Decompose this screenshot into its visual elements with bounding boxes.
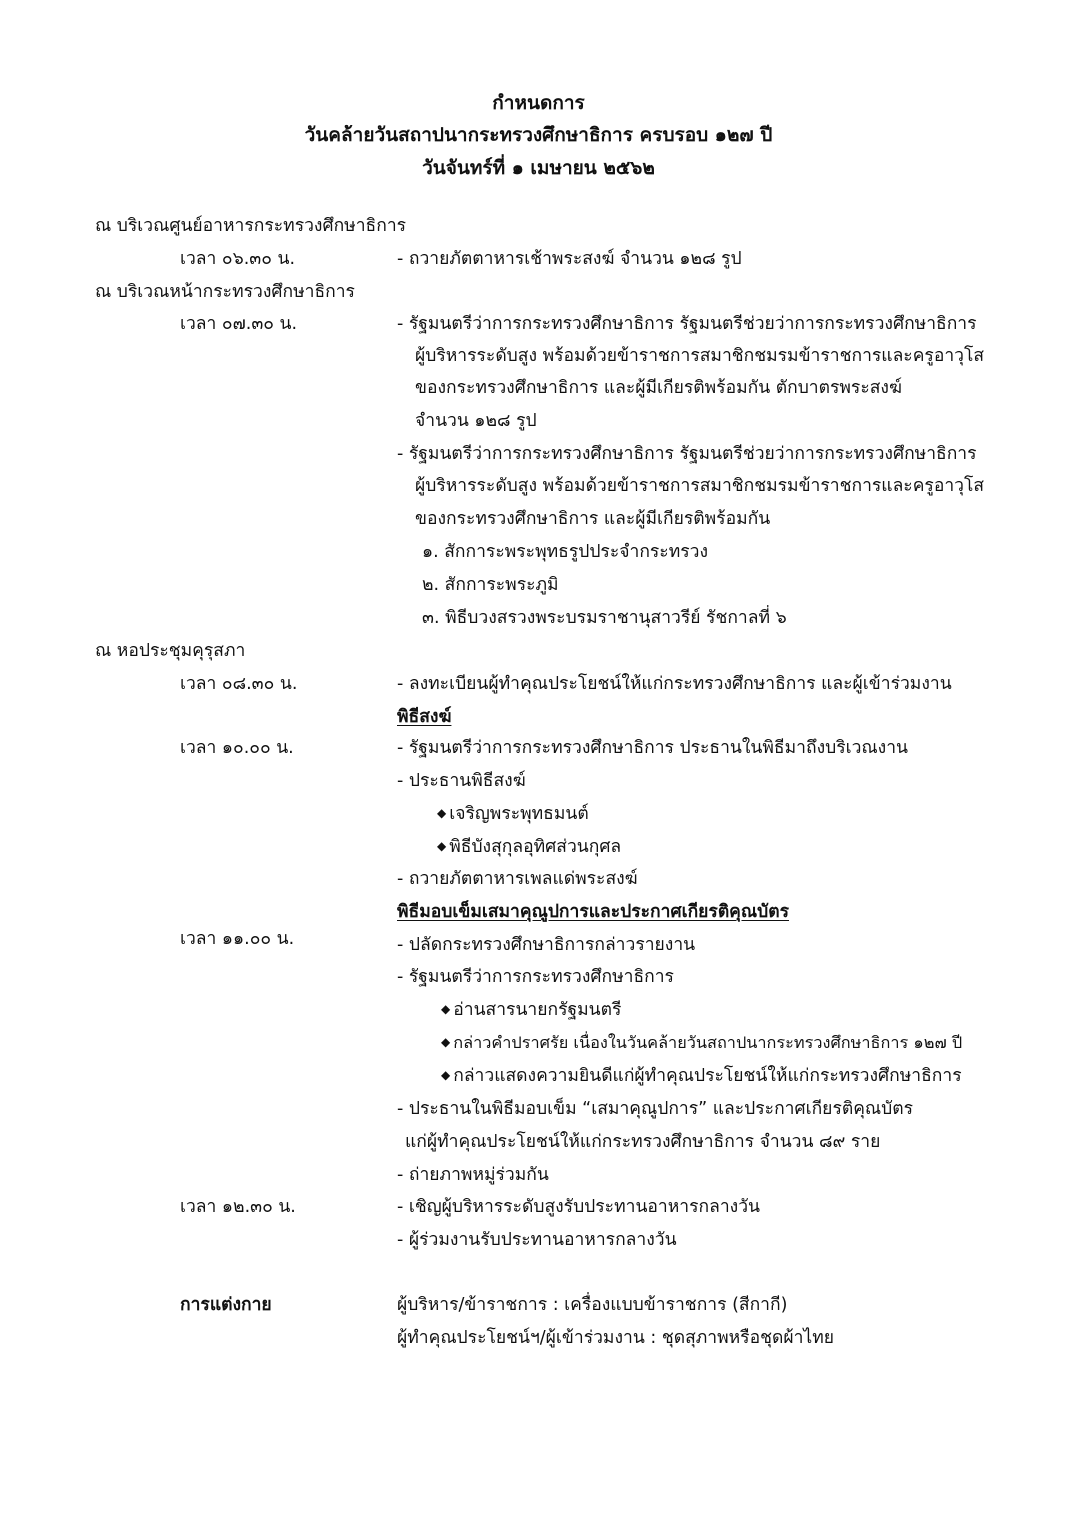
bullet-item: ◆ กล่าวคำปราศรัย เนื่องในวันคล้ายวันสถาปนากระทรวงศึกษาธิการ ๑๒๗ ปี bbox=[441, 1033, 963, 1052]
schedule-item-cont: ผู้บริหารระดับสูง พร้อมด้วยข้าราชการสมาชิกชมรมข้าราชการและครูอาวุโส bbox=[415, 346, 985, 366]
schedule-item: - รัฐมนตรีว่าการกระทรวงศึกษาธิการ bbox=[397, 967, 674, 987]
schedule-item: - รัฐมนตรีว่าการกระทรวงศึกษาธิการ รัฐมนตรีช่วยว่าการกระทรวงศึกษาธิการ bbox=[397, 444, 977, 464]
schedule-item: - ถวายภัตตาหารเช้าพระสงฆ์ จำนวน ๑๒๘ รูป bbox=[397, 249, 742, 269]
dress-code-line: ผู้ทำคุณประโยชน์ฯ/ผู้เข้าร่วมงาน : ชุดสุภาพหรือชุดผ้าไทย bbox=[397, 1328, 835, 1348]
schedule-item: - ประธานในพิธีมอบเข็ม “เสมาคุณูปการ” และประกาศเกียรติคุณบัตร bbox=[397, 1099, 914, 1119]
diamond-bullet-icon: ◆ bbox=[441, 1002, 451, 1016]
schedule-item: - ถวายภัตตาหารเพลแด่พระสงฆ์ bbox=[397, 869, 638, 889]
diamond-bullet-icon: ◆ bbox=[441, 1035, 451, 1049]
schedule-item-cont: ของกระทรวงศึกษาธิการ และผู้มีเกียรติพร้อมกัน ตักบาตรพระสงฆ์ bbox=[415, 378, 902, 398]
venue-label: ณ หอประชุมคุรุสภา bbox=[95, 641, 246, 661]
schedule-time: เวลา ๑๒.๓๐ น. bbox=[180, 1197, 296, 1217]
bullet-item: ◆ อ่านสารนายกรัฐมนตรี bbox=[441, 1000, 622, 1020]
schedule-item: - ปลัดกระทรวงศึกษาธิการกล่าวรายงาน bbox=[397, 935, 696, 955]
diamond-bullet-icon: ◆ bbox=[437, 839, 447, 853]
diamond-bullet-icon: ◆ bbox=[437, 806, 447, 820]
document-title: กำหนดการ bbox=[492, 92, 585, 114]
schedule-item-cont: จำนวน ๑๒๘ รูป bbox=[415, 411, 537, 431]
numbered-subitem: ๓. พิธีบวงสรวงพระบรมราชานุสาวรีย์ รัชกาลที่ ๖ bbox=[422, 608, 787, 628]
venue-label: ณ บริเวณหน้ากระทรวงศึกษาธิการ bbox=[95, 282, 355, 302]
schedule-item-cont: แก่ผู้ทำคุณประโยชน์ให้แก่กระทรวงศึกษาธิการ จำนวน ๘๙ ราย bbox=[405, 1132, 881, 1152]
section-heading: พิธีมอบเข็มเสมาคุณูปการและประกาศเกียรติคุณบัตร bbox=[397, 902, 789, 922]
event-date: วันจันทร์ที่ ๑ เมษายน ๒๕๖๒ bbox=[422, 157, 655, 179]
schedule-item-cont: ผู้บริหารระดับสูง พร้อมด้วยข้าราชการสมาชิกชมรมข้าราชการและครูอาวุโส bbox=[415, 476, 985, 496]
venue-label: ณ บริเวณศูนย์อาหารกระทรวงศึกษาธิการ bbox=[95, 216, 407, 236]
dress-code-line: ผู้บริหาร/ข้าราชการ : เครื่องแบบข้าราชการ (สีกากี) bbox=[397, 1295, 788, 1315]
schedule-time: เวลา ๑๐.๐๐ น. bbox=[180, 738, 294, 758]
bullet-item: ◆ กล่าวแสดงความยินดีแก่ผู้ทำคุณประโยชน์ให้แก่กระทรวงศึกษาธิการ bbox=[441, 1066, 962, 1086]
schedule-item: - ลงทะเบียนผู้ทำคุณประโยชน์ให้แก่กระทรวงศึกษาธิการ และผู้เข้าร่วมงาน bbox=[397, 674, 952, 694]
schedule-item: - เชิญผู้บริหารระดับสูงรับประทานอาหารกลางวัน bbox=[397, 1197, 760, 1217]
schedule-time: เวลา ๐๘.๓๐ น. bbox=[180, 674, 298, 694]
bullet-item: ◆ เจริญพระพุทธมนต์ bbox=[437, 804, 589, 824]
schedule-item: - ถ่ายภาพหมู่ร่วมกัน bbox=[397, 1165, 549, 1185]
schedule-item: - รัฐมนตรีว่าการกระทรวงศึกษาธิการ รัฐมนตรีช่วยว่าการกระทรวงศึกษาธิการ bbox=[397, 314, 977, 334]
schedule-item: - ผู้ร่วมงานรับประทานอาหารกลางวัน bbox=[397, 1230, 677, 1250]
schedule-item: - ประธานพิธีสงฆ์ bbox=[397, 771, 526, 791]
schedule-time: เวลา ๑๑.๐๐ น. bbox=[180, 929, 295, 949]
schedule-time: เวลา ๐๗.๓๐ น. bbox=[180, 314, 298, 334]
numbered-subitem: ๒. สักการะพระภูมิ bbox=[422, 575, 559, 595]
section-heading: พิธีสงฆ์ bbox=[397, 707, 452, 727]
schedule-item: - รัฐมนตรีว่าการกระทรวงศึกษาธิการ ประธานในพิธีมาถึงบริเวณงาน bbox=[397, 738, 908, 758]
event-title: วันคล้ายวันสถาปนากระทรวงศึกษาธิการ ครบรอบ ๑๒๗ ปี bbox=[304, 124, 773, 146]
numbered-subitem: ๑. สักการะพระพุทธรูปประจำกระทรวง bbox=[422, 542, 709, 562]
dress-code-label: การแต่งกาย bbox=[180, 1295, 272, 1315]
schedule-time: เวลา ๐๖.๓๐ น. bbox=[180, 249, 296, 269]
diamond-bullet-icon: ◆ bbox=[441, 1068, 451, 1082]
bullet-item: ◆ พิธีบังสุกุลอุทิศส่วนกุศล bbox=[437, 837, 622, 857]
schedule-item-cont: ของกระทรวงศึกษาธิการ และผู้มีเกียรติพร้อมกัน bbox=[415, 509, 771, 529]
